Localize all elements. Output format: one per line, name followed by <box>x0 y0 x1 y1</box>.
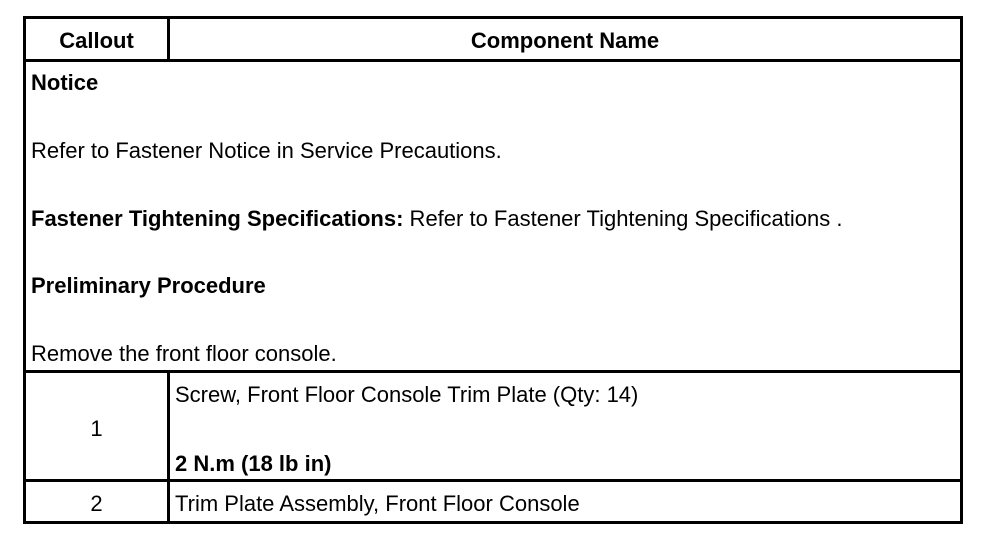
preliminary-procedure-title: Preliminary Procedure <box>31 273 266 298</box>
header-divider <box>26 59 960 62</box>
notice-title: Notice <box>31 70 99 95</box>
fastener-spec-text: Refer to Fastener Tightening Specifications . <box>403 206 843 231</box>
fastener-spec-label: Fastener Tightening Specifications: <box>31 206 404 231</box>
row-2-component-name: Trim Plate Assembly, Front Floor Console <box>175 491 580 516</box>
row-2-callout: 2 <box>90 491 103 516</box>
row-1-torque-spec: 2 N.m (18 lb in) <box>175 451 332 476</box>
notice-text: Refer to Fastener Notice in Service Precautions. <box>31 138 502 163</box>
header-callout: Callout <box>59 28 134 53</box>
rows-column-divider <box>167 370 170 521</box>
component-table <box>23 16 963 524</box>
fastener-spec-line <box>31 206 842 232</box>
row-1-component-name: Screw, Front Floor Console Trim Plate (Qty: 14) <box>175 382 639 407</box>
header-component-name: Component Name <box>470 28 660 53</box>
header-column-divider <box>167 19 170 59</box>
preliminary-procedure-text: Remove the front floor console. <box>31 341 337 366</box>
row-1-callout: 1 <box>90 416 103 441</box>
